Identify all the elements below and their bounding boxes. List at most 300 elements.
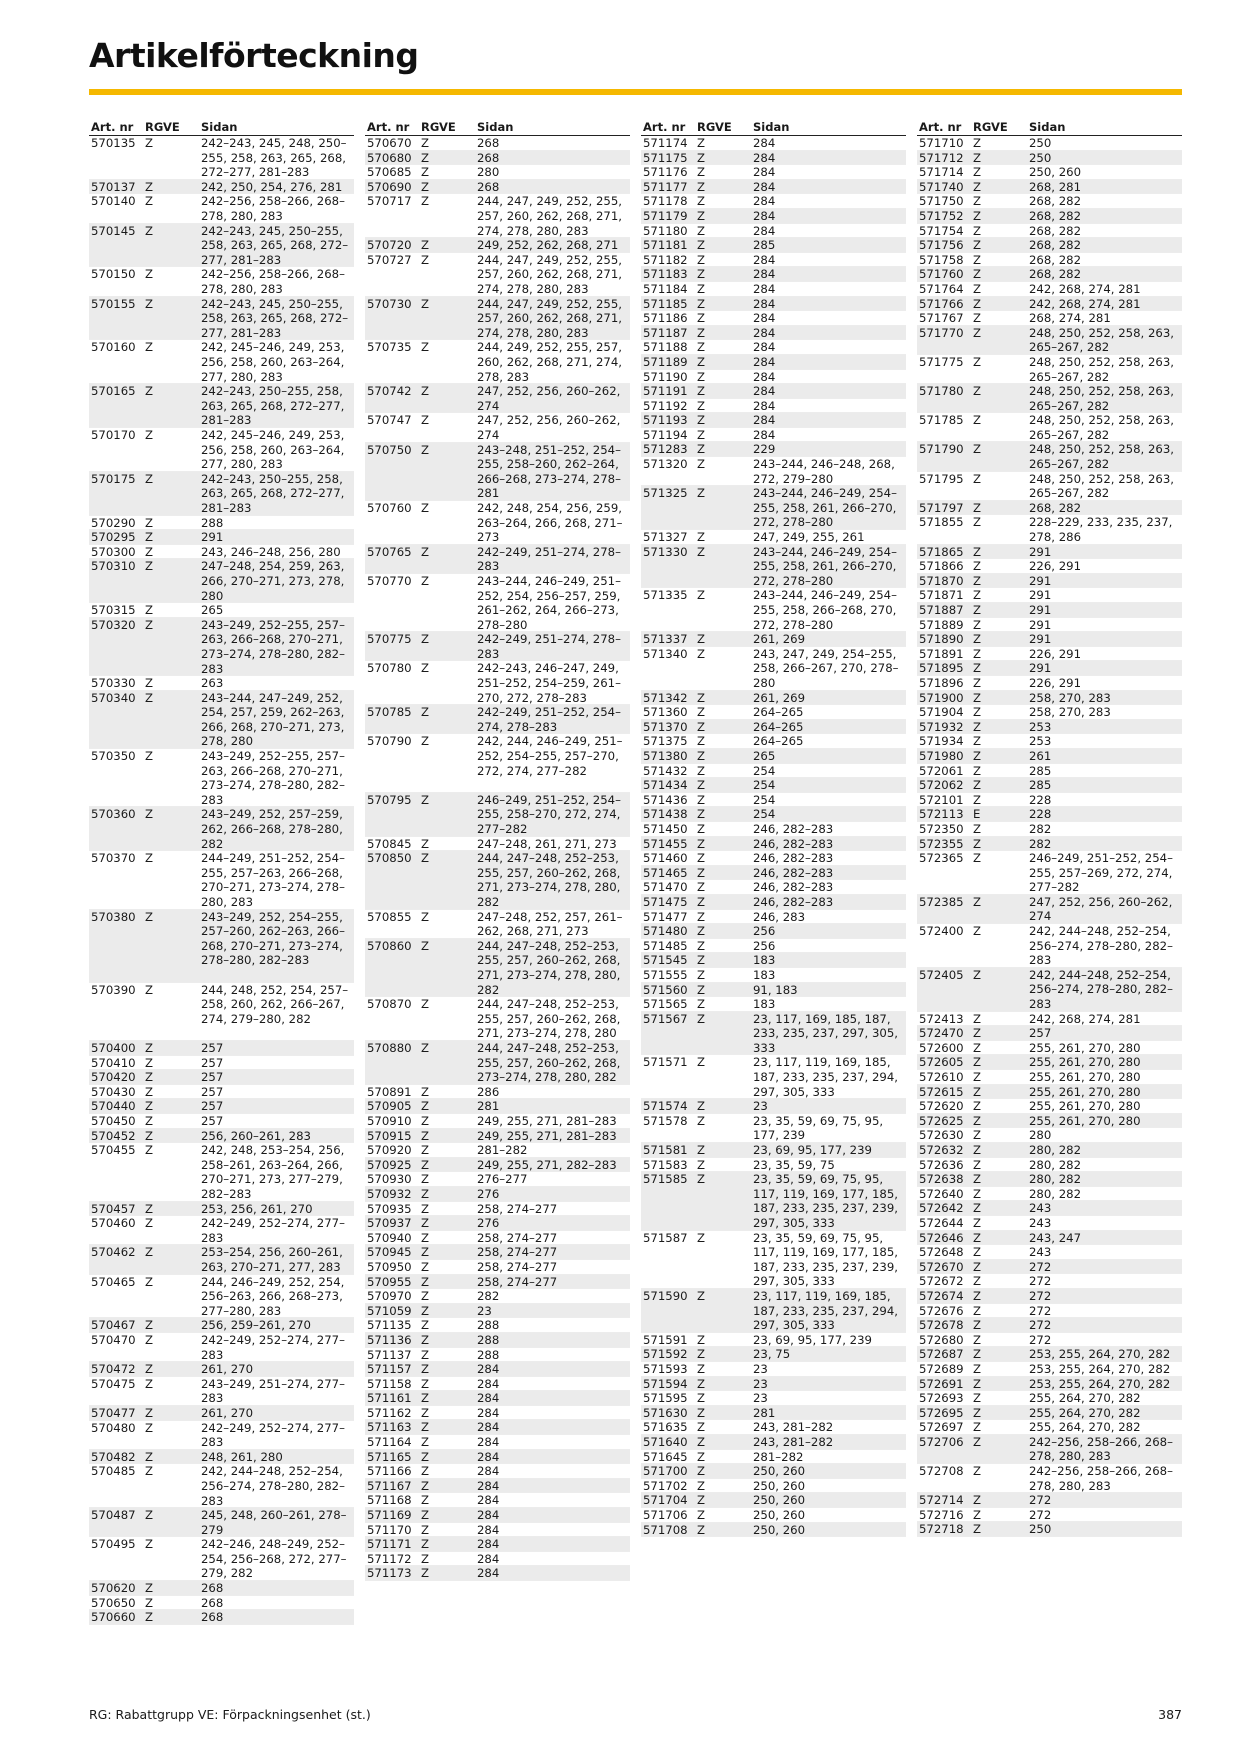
forpackningsenhet <box>439 1508 477 1522</box>
page-number: 387 <box>1158 1707 1182 1722</box>
article-number: 571184 <box>643 281 688 296</box>
table-row <box>641 253 906 268</box>
article-number: 570775 <box>367 632 412 647</box>
rabattgrupp: Z <box>973 617 982 632</box>
forpackningsenhet <box>439 1099 477 1113</box>
page-references: 245, 248, 260–261, 278–279 <box>201 1508 347 1537</box>
forpackningsenhet <box>439 1216 477 1230</box>
article-number: 572693 <box>919 1391 964 1406</box>
forpackningsenhet <box>991 895 1029 923</box>
table-row <box>365 661 630 705</box>
article-number: 570170 <box>91 427 136 442</box>
column-header <box>641 117 906 136</box>
page-references: 242–256, 258–266, 268–278, 280, 283 <box>201 267 345 296</box>
article-number: 570727 <box>367 252 412 267</box>
page-references: 243, 247 <box>1029 1230 1082 1245</box>
forpackningsenhet <box>991 749 1029 763</box>
page-references: 256 <box>753 924 776 939</box>
page-references: 23 <box>753 1391 768 1406</box>
table-row <box>641 136 906 151</box>
rabattgrupp: Z <box>145 1274 154 1289</box>
table-row <box>917 764 1182 779</box>
rabattgrupp: Z <box>973 150 982 165</box>
page-references: 242, 248, 254, 256, 259, 263–264, 266, 268, 271–273 <box>477 500 623 545</box>
forpackningsenhet <box>439 1275 477 1289</box>
rabattgrupp: Z <box>697 1507 706 1522</box>
forpackningsenhet <box>991 822 1029 836</box>
rabattgrupp: Z <box>145 530 154 545</box>
rabattgrupp: Z <box>145 179 154 194</box>
article-number: 571192 <box>643 398 688 413</box>
forpackningsenhet <box>715 1464 753 1478</box>
forpackningsenhet <box>439 939 477 996</box>
rabattgrupp: Z <box>421 1186 430 1201</box>
page-references: 272 <box>1029 1318 1052 1333</box>
article-number: 571360 <box>643 705 688 720</box>
rabattgrupp: Z <box>697 1011 706 1026</box>
article-number: 570460 <box>91 1216 136 1231</box>
forpackningsenhet <box>715 545 753 588</box>
rabattgrupp: Z <box>145 749 154 764</box>
page-references: 284 <box>477 1435 500 1450</box>
rabattgrupp: Z <box>973 311 982 326</box>
rabattgrupp: Z <box>697 997 706 1012</box>
article-number: 571325 <box>643 486 688 501</box>
table-row <box>917 384 1182 413</box>
page-references: 268 <box>477 136 500 150</box>
page-references: 23, 35, 59, 75 <box>753 1157 835 1172</box>
article-number: 571706 <box>643 1507 688 1522</box>
rabattgrupp: Z <box>973 690 982 705</box>
table-row <box>365 1099 630 1114</box>
table-row <box>641 1012 906 1056</box>
table-row <box>917 1216 1182 1231</box>
forpackningsenhet <box>163 1114 201 1128</box>
page-references: 276–277 <box>477 1172 528 1187</box>
article-number: 570135 <box>91 136 136 150</box>
forpackningsenhet <box>715 238 753 252</box>
page-references: 284 <box>477 1537 500 1552</box>
table-row <box>641 267 906 282</box>
forpackningsenhet <box>163 1406 201 1420</box>
rabattgrupp: Z <box>973 208 982 223</box>
table-row <box>365 1129 630 1144</box>
forpackningsenhet <box>163 1333 201 1361</box>
forpackningsenhet <box>715 720 753 734</box>
article-number: 571175 <box>643 150 688 165</box>
forpackningsenhet <box>991 1318 1029 1332</box>
page-references: 263 <box>201 676 224 691</box>
table-row <box>89 1362 354 1377</box>
article-number: 571432 <box>643 763 688 778</box>
forpackningsenhet <box>715 1435 753 1449</box>
article-number: 572610 <box>919 1070 964 1085</box>
article-number: 571191 <box>643 384 688 399</box>
rabattgrupp: Z <box>421 1405 430 1420</box>
rabattgrupp: Z <box>421 136 430 150</box>
table-row <box>641 384 906 399</box>
rabattgrupp: Z <box>697 1420 706 1435</box>
article-number: 571714 <box>919 165 964 180</box>
article-number: 571186 <box>643 311 688 326</box>
page-references: 257 <box>201 1099 224 1114</box>
page-references: 286 <box>477 1084 500 1099</box>
table-row <box>641 1464 906 1479</box>
page-references: 23 <box>753 1376 768 1391</box>
forpackningsenhet <box>715 253 753 267</box>
rabattgrupp: Z <box>973 165 982 180</box>
rabattgrupp: Z <box>421 442 430 457</box>
page-references: 284 <box>753 398 776 413</box>
page-references: 249, 252, 262, 268, 271 <box>477 238 619 253</box>
forpackningsenhet <box>991 720 1029 734</box>
page-references: 243–249, 252–255, 257–263, 266–268, 270–271, 273–274, 278–280, 282–283 <box>201 749 345 807</box>
page-references: 280, 282 <box>1029 1172 1082 1187</box>
table-row <box>365 1464 630 1479</box>
article-number: 571585 <box>643 1172 688 1187</box>
article-number: 572697 <box>919 1420 964 1435</box>
article-number: 570472 <box>91 1362 136 1377</box>
rabattgrupp: Z <box>145 296 154 311</box>
article-number: 571583 <box>643 1157 688 1172</box>
page-references: 23, 69, 95, 177, 239 <box>753 1332 872 1347</box>
article-number: 571162 <box>367 1405 412 1420</box>
page-references: 250 <box>1029 136 1052 150</box>
forpackningsenhet <box>991 1260 1029 1274</box>
page-references: 250, 260 <box>753 1464 806 1479</box>
table-row <box>365 793 630 837</box>
rabattgrupp: Z <box>421 165 430 180</box>
header-sidan: Sidan <box>753 120 790 134</box>
forpackningsenhet <box>439 1464 477 1478</box>
page-references: 276 <box>477 1216 500 1231</box>
table-row <box>917 501 1182 516</box>
article-number: 572470 <box>919 1026 964 1041</box>
rabattgrupp: Z <box>973 1040 982 1055</box>
table-row <box>641 1172 906 1230</box>
forpackningsenhet <box>439 574 477 631</box>
table-row <box>917 603 1182 618</box>
rabattgrupp: Z <box>421 1449 430 1464</box>
article-number: 571790 <box>919 442 964 457</box>
rabattgrupp: Z <box>973 1391 982 1406</box>
article-number: 570935 <box>367 1201 412 1216</box>
article-number: 571164 <box>367 1435 412 1450</box>
table-row <box>641 1377 906 1392</box>
forpackningsenhet <box>163 224 201 267</box>
page-references: 284 <box>477 1405 500 1420</box>
forpackningsenhet <box>439 1085 477 1099</box>
page-references: 285 <box>753 238 776 253</box>
page-references: 248, 250, 252, 258, 263, 265–267, 282 <box>1029 442 1174 472</box>
table-row <box>89 1596 354 1611</box>
forpackningsenhet <box>715 705 753 719</box>
page-references: 244, 247, 249, 252, 255, 257, 260, 262, 268, 271, 274, 278, 280, 283 <box>477 194 622 238</box>
rabattgrupp: Z <box>145 1099 154 1114</box>
rabattgrupp: Z <box>145 223 154 238</box>
page-references: 250 <box>1029 1522 1052 1537</box>
page-references: 246, 282–283 <box>753 865 834 880</box>
table-row <box>365 705 630 734</box>
table-row <box>365 413 630 442</box>
page-references: 23, 117, 119, 169, 185, 187, 233, 235, 237, 294, 297, 305, 333 <box>753 1289 898 1333</box>
article-number: 571460 <box>643 851 688 866</box>
rabattgrupp: Z <box>421 792 430 807</box>
table-row <box>917 1377 1182 1392</box>
article-number: 570150 <box>91 267 136 282</box>
table-row <box>917 311 1182 326</box>
page-references: 242–243, 250–255, 258, 263, 265, 268, 272–277, 281–283 <box>201 471 345 515</box>
table-row <box>917 1055 1182 1070</box>
page-references: 243 <box>1029 1201 1052 1216</box>
forpackningsenhet <box>715 764 753 778</box>
forpackningsenhet <box>163 676 201 690</box>
rabattgrupp: Z <box>421 1274 430 1289</box>
rabattgrupp: Z <box>421 1128 430 1143</box>
page-references: 246, 282–283 <box>753 894 834 909</box>
rabattgrupp: Z <box>145 1143 154 1158</box>
forpackningsenhet <box>439 705 477 733</box>
table-row <box>89 1406 354 1421</box>
article-number: 572350 <box>919 821 964 836</box>
forpackningsenhet <box>439 1260 477 1274</box>
article-number: 572691 <box>919 1376 964 1391</box>
rabattgrupp: Z <box>145 1537 154 1552</box>
article-number: 570790 <box>367 734 412 749</box>
page-references: 250 <box>1029 150 1052 165</box>
rabattgrupp: Z <box>145 544 154 559</box>
article-number: 570475 <box>91 1376 136 1391</box>
article-number: 571750 <box>919 194 964 209</box>
forpackningsenhet <box>439 1318 477 1332</box>
page-references: 242, 245–246, 249, 253, 256, 258, 260, 263–264, 277, 280, 283 <box>201 427 345 472</box>
table-row <box>917 180 1182 195</box>
rabattgrupp: Z <box>697 953 706 968</box>
article-number: 572718 <box>919 1522 964 1537</box>
forpackningsenhet <box>991 1041 1029 1055</box>
page-references: 291 <box>1029 661 1052 676</box>
page-references: 284 <box>753 369 776 384</box>
index-column <box>641 117 906 1537</box>
rabattgrupp: Z <box>697 1113 706 1128</box>
table-row <box>89 384 354 428</box>
forpackningsenhet <box>991 618 1029 632</box>
article-number: 570650 <box>91 1595 136 1610</box>
page-references: 242–246, 248–249, 252–254, 256–268, 272, 277–279, 282 <box>201 1537 347 1581</box>
rabattgrupp: Z <box>697 821 706 836</box>
page-references: 242–243, 250–255, 258, 263, 265, 268, 272–277, 281–283 <box>201 384 345 428</box>
table-row <box>365 384 630 413</box>
table-row <box>917 574 1182 589</box>
rabattgrupp: Z <box>421 296 430 311</box>
table-row <box>89 851 354 909</box>
rabattgrupp: Z <box>421 1537 430 1552</box>
table-row <box>641 822 906 837</box>
rabattgrupp: E <box>973 807 981 822</box>
table-row <box>365 1158 630 1173</box>
forpackningsenhet <box>715 1391 753 1405</box>
forpackningsenhet <box>991 764 1029 778</box>
table-row <box>917 1333 1182 1348</box>
rabattgrupp: Z <box>973 515 982 530</box>
forpackningsenhet <box>991 924 1029 967</box>
page-references: 261, 269 <box>753 632 806 647</box>
rabattgrupp: Z <box>697 967 706 982</box>
rabattgrupp: Z <box>145 1362 154 1377</box>
article-number: 572620 <box>919 1099 964 1114</box>
rabattgrupp: Z <box>697 252 706 267</box>
table-row <box>917 968 1182 1012</box>
page-references: 246, 283 <box>753 909 806 924</box>
table-row <box>89 1333 354 1362</box>
rabattgrupp: Z <box>145 1084 154 1099</box>
rabattgrupp: Z <box>973 1347 982 1362</box>
article-number: 572678 <box>919 1318 964 1333</box>
rabattgrupp: Z <box>145 471 154 486</box>
table-row <box>89 297 354 341</box>
table-row <box>917 1201 1182 1216</box>
forpackningsenhet <box>991 1216 1029 1230</box>
forpackningsenhet <box>991 1304 1029 1318</box>
rabattgrupp: Z <box>697 749 706 763</box>
rabattgrupp: Z <box>973 734 982 749</box>
page-references: 242, 244–248, 252–254, 256–274, 278–280, 282–283 <box>1029 967 1173 1012</box>
forpackningsenhet <box>715 209 753 223</box>
page-references: 272 <box>1029 1288 1052 1303</box>
forpackningsenhet <box>991 1274 1029 1288</box>
article-number: 571560 <box>643 982 688 997</box>
article-number: 570735 <box>367 340 412 355</box>
forpackningsenhet <box>991 837 1029 851</box>
article-number: 570450 <box>91 1114 136 1129</box>
rabattgrupp: Z <box>973 354 982 369</box>
page-references: 291 <box>1029 617 1052 632</box>
article-number: 570925 <box>367 1157 412 1172</box>
table-row <box>641 1523 906 1538</box>
forpackningsenhet <box>715 530 753 544</box>
article-number: 571752 <box>919 208 964 223</box>
forpackningsenhet <box>991 472 1029 500</box>
article-number: 571320 <box>643 457 688 472</box>
forpackningsenhet <box>991 851 1029 894</box>
table-row <box>917 588 1182 603</box>
page-references: 281–282 <box>477 1143 528 1158</box>
page-references: 183 <box>753 967 776 982</box>
article-number: 570770 <box>367 573 412 588</box>
rabattgrupp: Z <box>973 471 982 486</box>
forpackningsenhet <box>439 253 477 296</box>
article-number: 571635 <box>643 1420 688 1435</box>
table-row <box>365 1333 630 1348</box>
forpackningsenhet <box>439 1143 477 1157</box>
rabattgrupp: Z <box>421 1041 430 1056</box>
article-number: 571797 <box>919 500 964 515</box>
article-number: 571565 <box>643 997 688 1012</box>
forpackningsenhet <box>991 574 1029 588</box>
article-number: 572400 <box>919 924 964 939</box>
article-number: 572625 <box>919 1113 964 1128</box>
rabattgrupp: Z <box>697 354 706 369</box>
rabattgrupp: Z <box>697 267 706 282</box>
rabattgrupp: Z <box>697 778 706 793</box>
forpackningsenhet <box>439 1493 477 1507</box>
rabattgrupp: Z <box>973 325 982 340</box>
table-row <box>641 1231 906 1289</box>
rabattgrupp: Z <box>697 427 706 442</box>
page-references: 243–244, 246–249, 254–255, 258, 266–268, 270, 272, 278–280 <box>753 588 897 632</box>
rabattgrupp: Z <box>697 369 706 384</box>
page-references: 268, 282 <box>1029 194 1082 209</box>
rabattgrupp: Z <box>973 573 982 588</box>
table-row <box>641 588 906 632</box>
rabattgrupp: Z <box>697 734 706 749</box>
article-number: 572365 <box>919 851 964 866</box>
header-rg: RG <box>145 120 164 134</box>
page-references: 284 <box>477 1420 500 1435</box>
forpackningsenhet <box>991 1245 1029 1259</box>
page-references: 243–244, 246–249, 251–252, 254, 256–257, 259, 261–262, 264, 266–273, 278–280 <box>477 573 621 632</box>
page-references: 258, 270, 283 <box>1029 690 1111 705</box>
forpackningsenhet <box>991 1362 1029 1376</box>
table-row <box>641 895 906 910</box>
forpackningsenhet <box>991 632 1029 646</box>
article-number: 570380 <box>91 909 136 924</box>
page-references: 243–249, 251–274, 277–283 <box>201 1376 345 1406</box>
table-row <box>365 1041 630 1085</box>
rabattgrupp: Z <box>697 982 706 997</box>
rabattgrupp: Z <box>145 340 154 355</box>
forpackningsenhet <box>163 545 201 559</box>
table-row <box>917 837 1182 852</box>
page-references: 244, 247–248, 252–253, 255, 257, 260–262, 268, 271, 273–274, 278, 280, 282 <box>477 851 621 910</box>
forpackningsenhet <box>991 180 1029 194</box>
page-references: 291 <box>1029 573 1052 588</box>
page-references: 284 <box>477 1522 500 1537</box>
table-row <box>641 778 906 793</box>
article-number: 571470 <box>643 880 688 895</box>
table-row <box>641 530 906 545</box>
forpackningsenhet <box>163 194 201 222</box>
page-references: 247, 252, 256, 260–262, 274 <box>477 384 621 413</box>
page-references: 243–244, 246–248, 268, 272, 279–280 <box>753 457 895 486</box>
page-references: 244, 247–248, 252–253, 255, 257, 260–262, 268, 271, 273–274, 278, 280 <box>477 997 621 1041</box>
forpackningsenhet <box>991 413 1029 441</box>
table-row <box>641 793 906 808</box>
page-references: 23, 117, 169, 185, 187, 233, 235, 237, 297, 305, 333 <box>753 1011 898 1055</box>
page-references: 291 <box>201 530 224 545</box>
rabattgrupp: Z <box>973 1464 982 1479</box>
rabattgrupp: Z <box>697 1493 706 1508</box>
page-references: 261, 269 <box>753 690 806 705</box>
page-references: 242–249, 251–252, 254–274, 278–283 <box>477 705 621 734</box>
article-number: 571980 <box>919 748 964 763</box>
rabattgrupp: Z <box>973 413 982 428</box>
forpackningsenhet <box>163 691 201 748</box>
table-row <box>89 1245 354 1274</box>
table-row <box>89 1056 354 1071</box>
forpackningsenhet <box>715 983 753 997</box>
article-number: 572646 <box>919 1230 964 1245</box>
article-number: 571475 <box>643 894 688 909</box>
rabattgrupp: Z <box>973 1157 982 1172</box>
rabattgrupp: Z <box>421 238 430 253</box>
forpackningsenhet <box>991 136 1029 150</box>
rabattgrupp: Z <box>421 1391 430 1406</box>
table-row <box>917 807 1182 822</box>
table-row <box>365 253 630 297</box>
article-number: 570165 <box>91 384 136 399</box>
page-references: 23 <box>477 1303 492 1318</box>
